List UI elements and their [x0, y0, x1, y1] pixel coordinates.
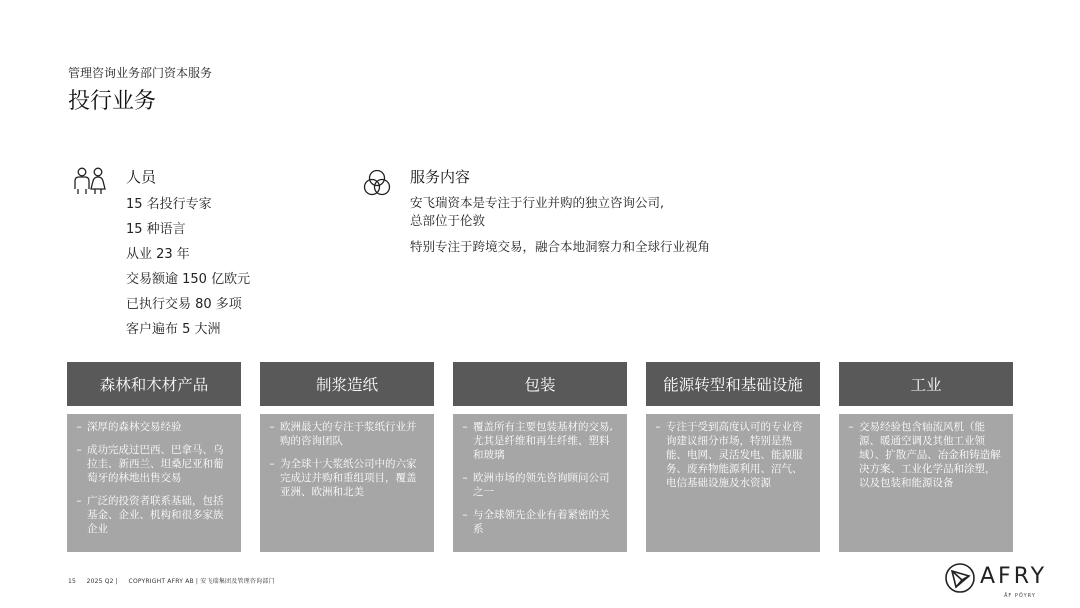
- item-text: 欧洲市场的领先咨询顾问公司之一: [473, 472, 610, 498]
- list-item: 15 种语言: [126, 222, 186, 237]
- list-item: – 欧洲最大的专注于浆纸行业并购的咨询团队: [264, 420, 426, 448]
- item-text: 与全球领先企业有着紧密的关系: [473, 509, 610, 535]
- list-item: 15 名投行专家: [126, 197, 212, 212]
- item-text: 专注于受到高度认可的专业咨询建议细分市场，特别是热能、电网、灵活发电、能源服务、废弃物能源利用、沼气、电信基础设施及水资源: [666, 421, 803, 489]
- column-energy-infrastructure: [646, 362, 820, 552]
- logo-subtext: ÅF PÖYRY: [1004, 593, 1036, 599]
- list-item: – 交易经验包含轴流风机（能源、暖通空调及其他工业领域）、扩散产品、冶金和铸造解决方案、工业化学品和涂塑，以及包装和能源设备: [843, 420, 1005, 490]
- column-body: [67, 414, 241, 552]
- column-header: 工业: [839, 362, 1013, 406]
- column-body: [646, 414, 820, 552]
- column-header: 森林和木材产品: [67, 362, 241, 406]
- list-item: 已执行交易 80 多项: [126, 297, 242, 312]
- logo-wordmark: AFRY: [980, 564, 1048, 589]
- list-item: – 成功完成过巴西、巴拿马、乌拉圭、新西兰、坦桑尼亚和葡萄牙的林地出售交易: [71, 443, 233, 485]
- item-text: 交易经验包含轴流风机（能源、暖通空调及其他工业领域）、扩散产品、冶金和铸造解决方案、工业化学品和涂塑，以及包装和能源设备: [859, 421, 1001, 489]
- services-line: 特别专注于跨境交易，融合本地洞察力和全球行业视角: [410, 239, 711, 254]
- column-body: [839, 414, 1013, 552]
- afry-logo: [944, 560, 1059, 602]
- services-line: 总部位于伦敦: [410, 213, 486, 228]
- list-item: 客户遍布 5 大洲: [126, 322, 221, 337]
- column-header: 包装: [453, 362, 627, 406]
- column-header: 制浆造纸: [260, 362, 434, 406]
- list-item: – 专注于受到高度认可的专业咨询建议细分市场，特别是热能、电网、灵活发电、能源服务、废弃物能源利用、沼气、电信基础设施及水资源: [650, 420, 812, 490]
- column-pulp-paper: [260, 362, 434, 552]
- list-item: – 欧洲市场的领先咨询顾问公司之一: [457, 471, 619, 499]
- people-icon: [72, 166, 108, 196]
- column-header: 能源转型和基础设施: [646, 362, 820, 406]
- footer-text: 15 2025 Q2 | COPYRIGHT AFRY AB | 安飞瑞集团及管理咨询部门: [68, 578, 275, 585]
- list-item: – 与全球领先企业有着紧密的关系: [457, 508, 619, 536]
- column-industrial: [839, 362, 1013, 552]
- list-item: 交易额逾 150 亿欧元: [126, 272, 251, 287]
- page-subtitle: 管理咨询业务部门资本服务: [68, 66, 213, 80]
- item-text: 深厚的森林交易经验: [87, 421, 182, 433]
- column-body: [260, 414, 434, 552]
- list-item: – 为全球十大浆纸公司中的六家完成过并购和重组项目，覆盖亚洲、欧洲和北美: [264, 457, 426, 499]
- people-heading: 人员: [126, 168, 157, 186]
- list-item: – 覆盖所有主要包装基材的交易,尤其是纤维和再生纤维、塑料和玻璃: [457, 420, 619, 462]
- afry-logo-icon: [944, 562, 976, 594]
- people-list: [126, 192, 250, 342]
- item-text: 成功完成过巴西、巴拿马、乌拉圭、新西兰、坦桑尼亚和葡萄牙的林地出售交易: [87, 444, 224, 484]
- item-text: 覆盖所有主要包装基材的交易,尤其是纤维和再生纤维、塑料和玻璃: [473, 421, 613, 461]
- services-description: [410, 194, 810, 256]
- services-heading: 服务内容: [410, 168, 471, 186]
- column-body: [453, 414, 627, 552]
- page-title: 投行业务: [68, 89, 157, 114]
- column-forest: [67, 362, 241, 552]
- list-item: – 广泛的投资者联系基础，包括基金、企业、机构和很多家族企业: [71, 494, 233, 536]
- services-line: 安飞瑞资本是专注于行业并购的独立咨询公司,: [410, 195, 664, 210]
- item-text: 广泛的投资者联系基础，包括基金、企业、机构和很多家族企业: [87, 495, 224, 535]
- column-packaging: [453, 362, 627, 552]
- item-text: 为全球十大浆纸公司中的六家完成过并购和重组项目，覆盖亚洲、欧洲和北美: [280, 458, 417, 498]
- list-item: – 深厚的森林交易经验: [71, 420, 233, 434]
- list-item: 从业 23 年: [126, 247, 190, 262]
- venn-icon: [362, 168, 392, 198]
- item-text: 欧洲最大的专注于浆纸行业并购的咨询团队: [280, 421, 417, 447]
